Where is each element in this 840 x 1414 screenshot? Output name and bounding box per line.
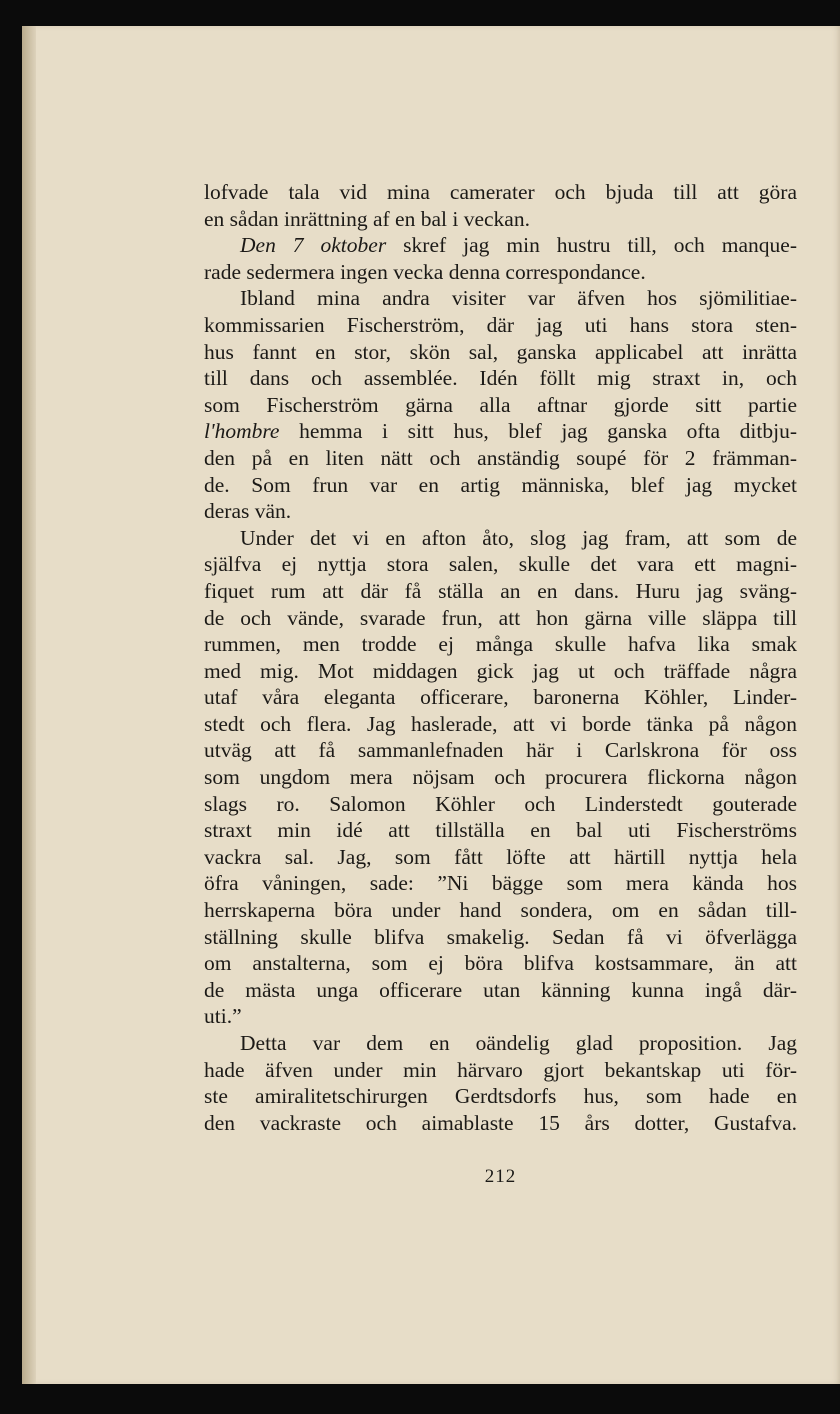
text-line: stedt och flera. Jag haslerade, att vi borde tänka på någon bbox=[204, 711, 797, 736]
body-text bbox=[204, 179, 797, 1136]
text-line: hade äfven under min härvaro gjort bekantskap uti för- bbox=[204, 1057, 797, 1082]
text-line: en sådan inrättning af en bal i veckan. bbox=[204, 206, 530, 231]
text-line: den vackraste och aimablaste 15 års dotter, Gustafva. bbox=[204, 1110, 797, 1135]
text-line: de och vände, svarade frun, att hon gärna ville släppa till bbox=[204, 605, 797, 630]
text-line: öfra våningen, sade: ”Ni bägge som mera kända hos bbox=[204, 871, 797, 896]
text-line: utaf våra eleganta officerare, baronerna Köhler, Linder- bbox=[204, 685, 797, 710]
text-line: Ibland mina andra visiter var äfven hos sjömilitiae- bbox=[240, 286, 797, 311]
text-line: hus fannt en stor, skön sal, ganska applicabel att inrätta bbox=[204, 339, 797, 364]
text-line: slags ro. Salomon Köhler och Linderstedt gouterade bbox=[204, 791, 797, 816]
text-line: som Fischerström gärna alla aftnar gjorde sitt partie bbox=[204, 392, 797, 417]
text-line: vackra sal. Jag, som fått löfte att härtill nyttja hela bbox=[204, 844, 797, 869]
text-line: den på en liten nätt och anständig soupé för 2 främman- bbox=[204, 445, 797, 470]
text-line: straxt min idé att tillställa en bal uti Fischerströms bbox=[204, 818, 797, 843]
text-line: med mig. Mot middagen gick jag ut och träffade några bbox=[204, 658, 797, 683]
text-line: själfva ej nyttja stora salen, skulle det vara ett magni- bbox=[204, 552, 797, 577]
text-line: om anstalterna, som ej böra blifva kostsammare, än att bbox=[204, 951, 797, 976]
text-line: Detta var dem en oändelig glad proposition. Jag bbox=[240, 1031, 797, 1055]
text-line: till dans och assemblée. Idén föllt mig straxt in, och bbox=[204, 366, 797, 391]
text-line: rummen, men trodde ej många skulle hafva lika smak bbox=[204, 632, 797, 657]
text-line: Den 7 oktober skref jag min hustru till, och manque- bbox=[240, 233, 797, 258]
text-line: de. Som frun var en artig människa, blef jag mycket bbox=[204, 472, 797, 497]
text-line: ste amiralitetschirurgen Gerdtsdorfs hus, som hade en bbox=[204, 1084, 797, 1109]
text-line: fiquet rum att där få ställa an en dans. Huru jag sväng- bbox=[204, 578, 797, 603]
book-page bbox=[22, 26, 840, 1384]
text-line: lofvade tala vid mina camerater och bjuda till att göra bbox=[204, 180, 797, 204]
text-line: utväg att få sammanlefnaden här i Carlskrona för oss bbox=[204, 738, 797, 763]
text-line: de mästa unga officerare utan känning kunna ingå där- bbox=[204, 977, 797, 1002]
text-line: rade sedermera ingen vecka denna correspondance. bbox=[204, 259, 646, 284]
text-line: Under det vi en afton åto, slog jag fram, att som de bbox=[240, 525, 797, 550]
text-line: uti.” bbox=[204, 1004, 242, 1029]
page-number: 212 bbox=[484, 1166, 517, 1187]
text-line: ställning skulle blifva smakelig. Sedan få vi öfverlägga bbox=[204, 924, 797, 949]
text-line: som ungdom mera nöjsam och procurera flickorna någon bbox=[204, 765, 797, 790]
text-line: l'hombre hemma i sitt hus, blef jag ganska ofta ditbju- bbox=[204, 419, 797, 444]
text-line: deras vän. bbox=[204, 499, 292, 524]
page-spine-shadow bbox=[22, 26, 36, 1384]
text-line: herrskaperna böra under hand sondera, om en sådan till- bbox=[204, 898, 797, 923]
text-line: kommissarien Fischerström, där jag uti hans stora sten- bbox=[204, 312, 797, 337]
